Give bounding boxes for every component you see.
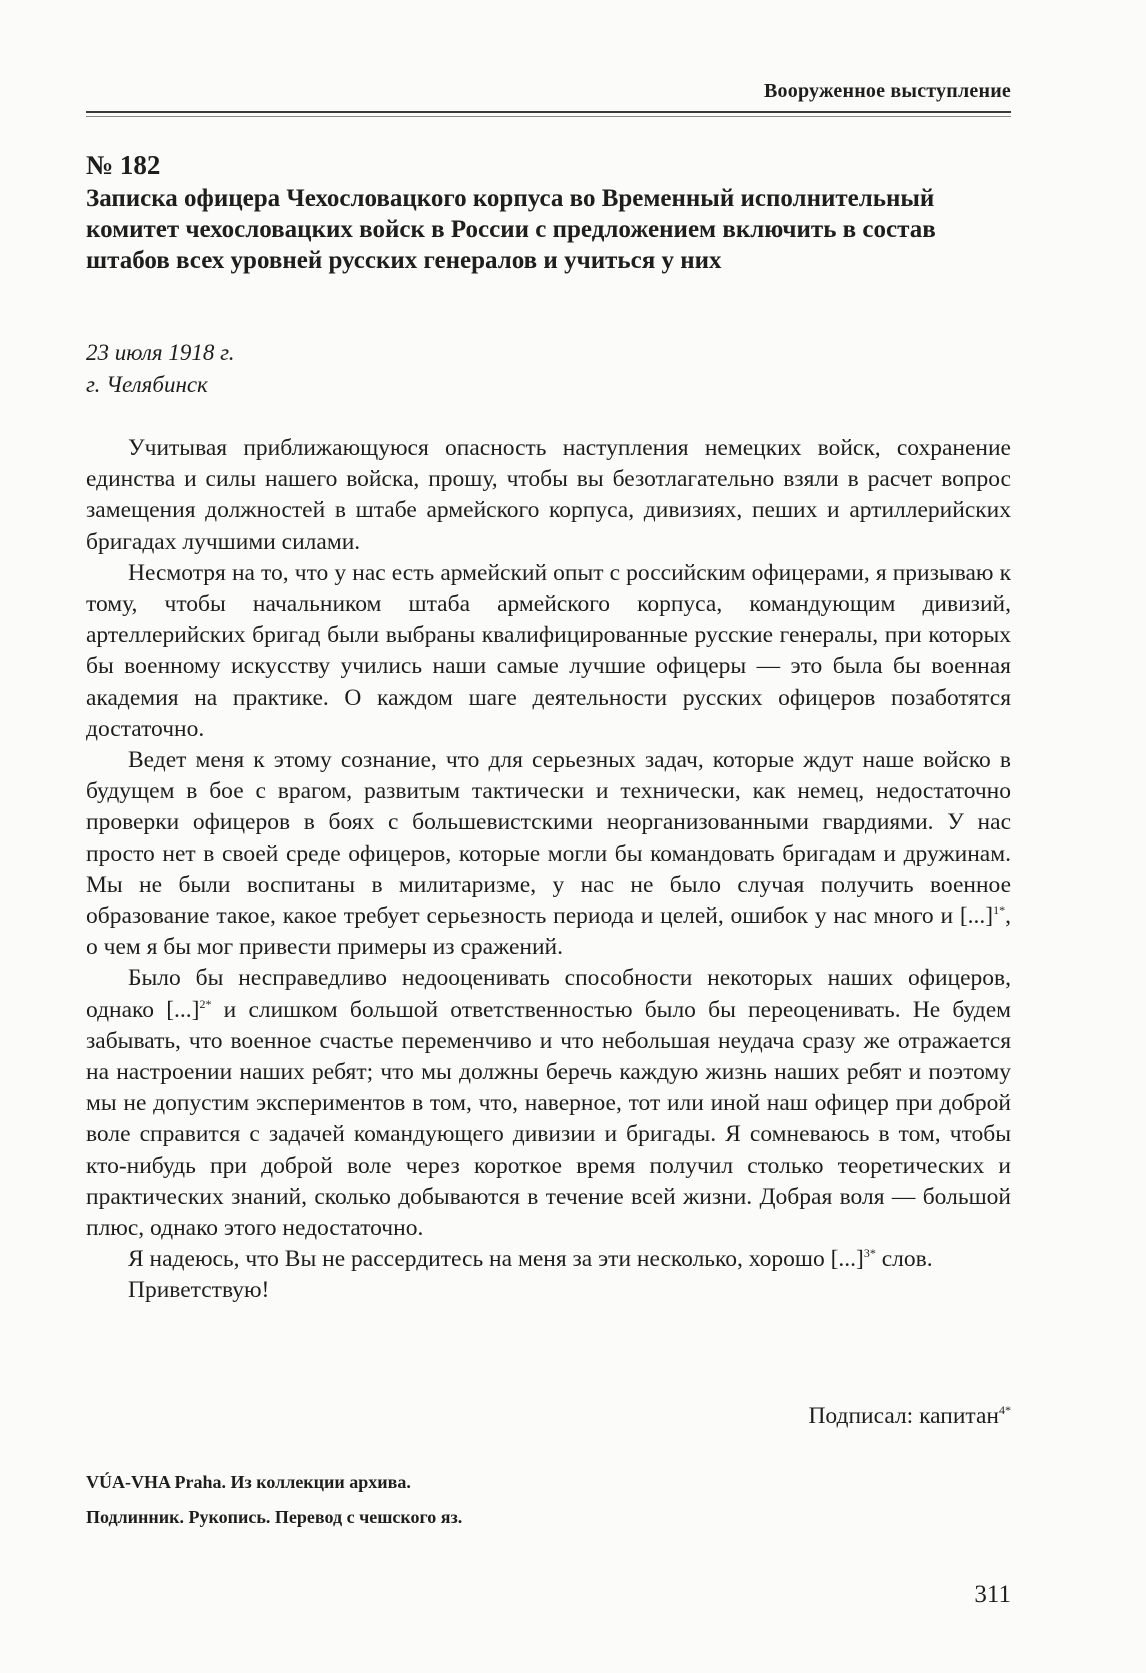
footnote-marker-4: 4* [999, 1403, 1011, 1418]
paragraph-greeting: Приветствую! [128, 1277, 270, 1304]
header-rule-thin [86, 116, 1011, 117]
archive-source: VÚA-VHA Praha. Из коллекции архива. [86, 1472, 411, 1492]
paragraph-4-text-b: и слишком большой ответственностью было бы переоценивать. Не будем забывать, что военное счастье переменчиво и что небольшая неудача сразу же отражается на настроении наших ребят; что мы должны беречь каждую жизнь наших ребят и поэтому мы не допустим экспериментов в том, что, наверное, тот или иной наш офицер при доброй воле справится с задачей командующего дивизии и бригады. Я сомневаюсь в том, чтобы кто-нибудь при доброй воле через короткое время получил столько теоретических и практических знаний, сколько добываются в течение всей жизни. Добрая воля — большой плюс, однако этого недостаточно. [86, 996, 1011, 1242]
footnote-marker-2: 2* [199, 996, 212, 1011]
footnote-marker-1: 1* [993, 903, 1006, 918]
header-rule [86, 111, 1011, 113]
signature-text: Подписал: капитан [808, 1403, 999, 1429]
document-title: Записка офицера Чехословацкого корпуса во Временный исполнительный комитет чехословацких войск в России с предложением включить в состав штабов всех уровней русских генералов и учиться у них [86, 185, 936, 274]
document-number: № 182 [86, 150, 161, 180]
signature-line [86, 1403, 1011, 1430]
document-body [86, 433, 1011, 1307]
paragraph-5 [86, 1244, 1011, 1275]
authenticity-note: Подлинник. Рукопись. Перевод с чешского яз. [86, 1507, 463, 1527]
document-place: г. Челябинск [86, 372, 208, 397]
document-date: 23 июля 1918 г. [86, 340, 235, 365]
running-header: Вооруженное выступление [764, 80, 1011, 102]
paragraph-3-text-b: , о чем я бы мог привести примеры из сражений. [86, 903, 1011, 961]
paragraph-4-text-a: Было бы несправедливо недооценивать способности некоторых наших офицеров, однако [...] [86, 965, 1011, 1023]
paragraph-3 [86, 745, 1011, 963]
paragraph-4 [86, 963, 1011, 1244]
paragraph-3-text-a: Ведет меня к этому сознание, что для серьезных задач, которые ждут наше войско в будущем в бое с врагом, развитым тактически и технически, как немец, недостаточно проверки офицеров в боях с большевистскими неорганизованными гвардиями. У нас просто нет в своей среде офицеров, которые могли бы командовать бригадам и дружинам. Мы не были воспитаны в милитаризме, у нас не было случая получить военное образование такое, какое требует серьезность периода и целей, ошибок у нас много и [...] [86, 747, 1011, 930]
paragraph-5-text-a: Я надеюсь, что Вы не рассердитесь на меня за эти несколько, хорошо [...] [128, 1246, 864, 1273]
paragraph-2: Несмотря на то, что у нас есть армейский опыт с российским офицерами, я призываю к тому, чтобы начальником штаба армейского корпуса, командующим дивизий, артеллерийских бригад были выбраны квалифицированные русские генералы, при которых бы военному искусству учились наши самые лучшие офицеры — это была бы военная академия на практике. О каждом шаге деятельности русских офицеров позаботятся достаточно. [86, 559, 1011, 742]
footnote-marker-3: 3* [863, 1246, 876, 1261]
page-number: 311 [974, 1581, 1011, 1608]
paragraph-1: Учитывая приближающуюся опасность наступления немецких войск, сохранение единства и силы нашего войска, прошу, чтобы вы безотлагательно взяли в расчет вопрос замещения должностей в штабе армейского корпуса, дивизиях, пеших и артиллерийских бригадах лучшими силами. [86, 435, 1011, 555]
paragraph-5-text-b: слов. [875, 1246, 933, 1273]
